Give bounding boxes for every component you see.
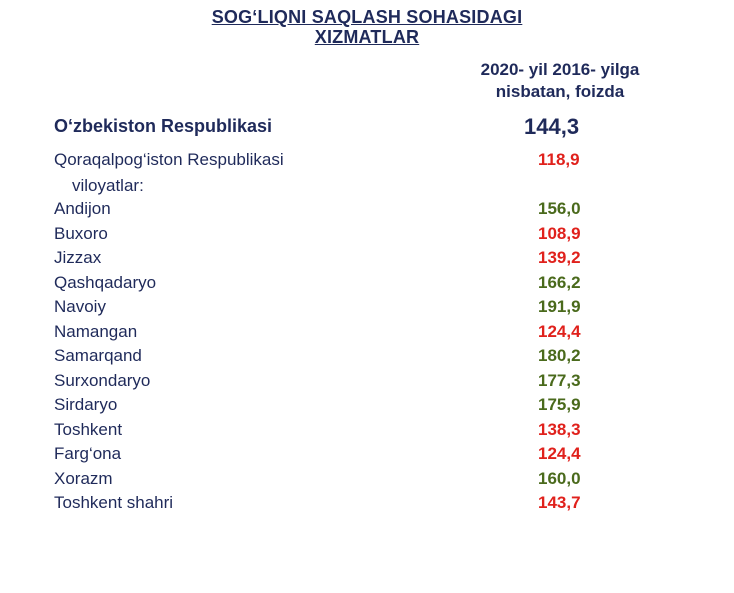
karakalpak-row-value: 118,9 <box>538 150 580 169</box>
region-row <box>54 371 654 395</box>
region-name: Sirdaryo <box>54 395 118 414</box>
region-row <box>54 420 654 444</box>
region-row <box>54 322 654 346</box>
region-value: 124,4 <box>538 444 581 463</box>
region-value: 124,4 <box>538 321 581 341</box>
region-value: 156,0 <box>538 199 581 218</box>
region-row <box>54 199 654 223</box>
region-name: Farg‘ona <box>54 444 122 463</box>
region-value: 191,9 <box>538 297 581 316</box>
region-name: Navoiy <box>54 297 106 316</box>
region-value: 143,7 <box>538 493 581 512</box>
column-header-line-1: 2020- yil 2016- yilga <box>480 60 640 79</box>
region-value: 139,2 <box>538 248 581 267</box>
regions-label: viloyatlar: <box>72 176 144 195</box>
page-title-line-2: XIZMATLAR <box>314 27 420 47</box>
region-name: Surxondaryo <box>54 370 151 390</box>
karakalpak-row <box>54 150 654 174</box>
region-row <box>54 346 654 370</box>
region-row <box>54 224 654 248</box>
region-value: 138,3 <box>538 419 581 439</box>
region-name: Jizzax <box>54 248 102 267</box>
region-name: Samarqand <box>54 346 142 365</box>
region-row <box>54 444 654 468</box>
total-row-value: 144,3 <box>524 114 580 139</box>
region-row <box>54 297 654 321</box>
region-row <box>54 395 654 419</box>
region-value: 175,9 <box>538 395 581 414</box>
region-value: 177,3 <box>538 370 581 390</box>
region-name: Buxoro <box>54 223 108 243</box>
region-row <box>54 469 654 493</box>
region-row <box>54 493 654 517</box>
column-header <box>440 59 680 103</box>
column-header-line-2: nisbatan, foizda <box>495 82 625 101</box>
region-value: 160,0 <box>538 468 581 488</box>
page-title <box>0 7 734 47</box>
region-row <box>54 248 654 272</box>
karakalpak-row-name: Qoraqalpog‘iston Respublikasi <box>54 150 284 169</box>
region-name: Toshkent shahri <box>54 493 174 512</box>
region-value: 180,2 <box>538 346 581 365</box>
page-title-line-1: SOG‘LIQNI SAQLASH SOHASIDAGI <box>211 7 523 27</box>
region-name: Toshkent <box>54 419 123 439</box>
region-value: 108,9 <box>538 223 581 243</box>
region-name: Andijon <box>54 199 111 218</box>
region-name: Qashqadaryo <box>54 272 157 292</box>
total-row-name: O‘zbekiston Respublikasi <box>54 116 273 136</box>
region-row <box>54 273 654 297</box>
region-name: Xorazm <box>54 468 113 488</box>
region-value: 166,2 <box>538 272 581 292</box>
region-name: Namangan <box>54 321 138 341</box>
total-row <box>54 114 654 140</box>
